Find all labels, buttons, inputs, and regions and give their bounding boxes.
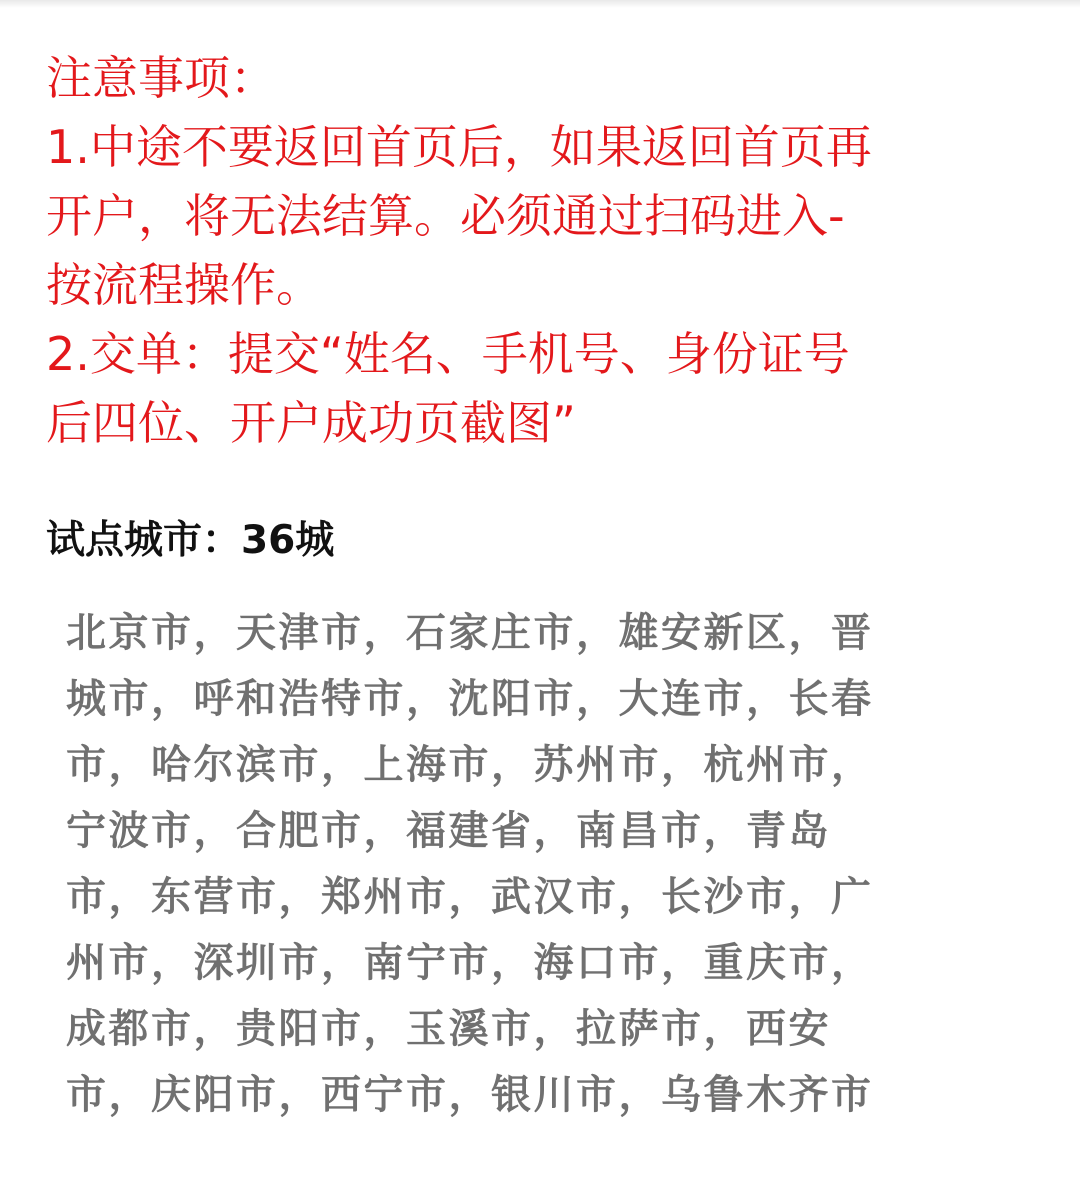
pilot-cities-heading: 试点城市：36城: [46, 518, 335, 563]
city-list-line: 城市，呼和浩特市，沈阳市，大连市，长春: [66, 676, 874, 722]
top-divider: [0, 0, 1080, 8]
city-list-line: 北京市，天津市，石家庄市，雄安新区，晋: [66, 610, 874, 656]
pilot-city-list: [66, 600, 1026, 1128]
city-list-line: 成都市，贵阳市，玉溪市，拉萨市，西安: [66, 1006, 831, 1052]
notice-line: 1.中途不要返回首页后，如果返回首页再: [46, 120, 872, 174]
notice-line: 2.交单：提交“姓名、手机号、身份证号: [46, 327, 850, 381]
city-list-line: 宁波市，合肥市，福建省，南昌市，青岛: [66, 808, 831, 854]
city-list-line: 州市，深圳市，南宁市，海口市，重庆市，: [66, 940, 874, 986]
city-list-line: 市，东营市，郑州市，武汉市，长沙市，广: [66, 874, 874, 920]
notice-line: 开户，将无法结算。必须通过扫码进入-: [46, 189, 845, 243]
notice-title: 注意事项：: [46, 51, 276, 105]
notice-line: 后四位、开户成功页截图”: [46, 396, 576, 450]
city-list-line: 市，庆阳市，西宁市，银川市，乌鲁木齐市: [66, 1072, 874, 1118]
notice-section: [46, 44, 1036, 458]
city-list-line: 市，哈尔滨市，上海市，苏州市，杭州市，: [66, 742, 874, 788]
notice-line: 按流程操作。: [46, 258, 322, 312]
